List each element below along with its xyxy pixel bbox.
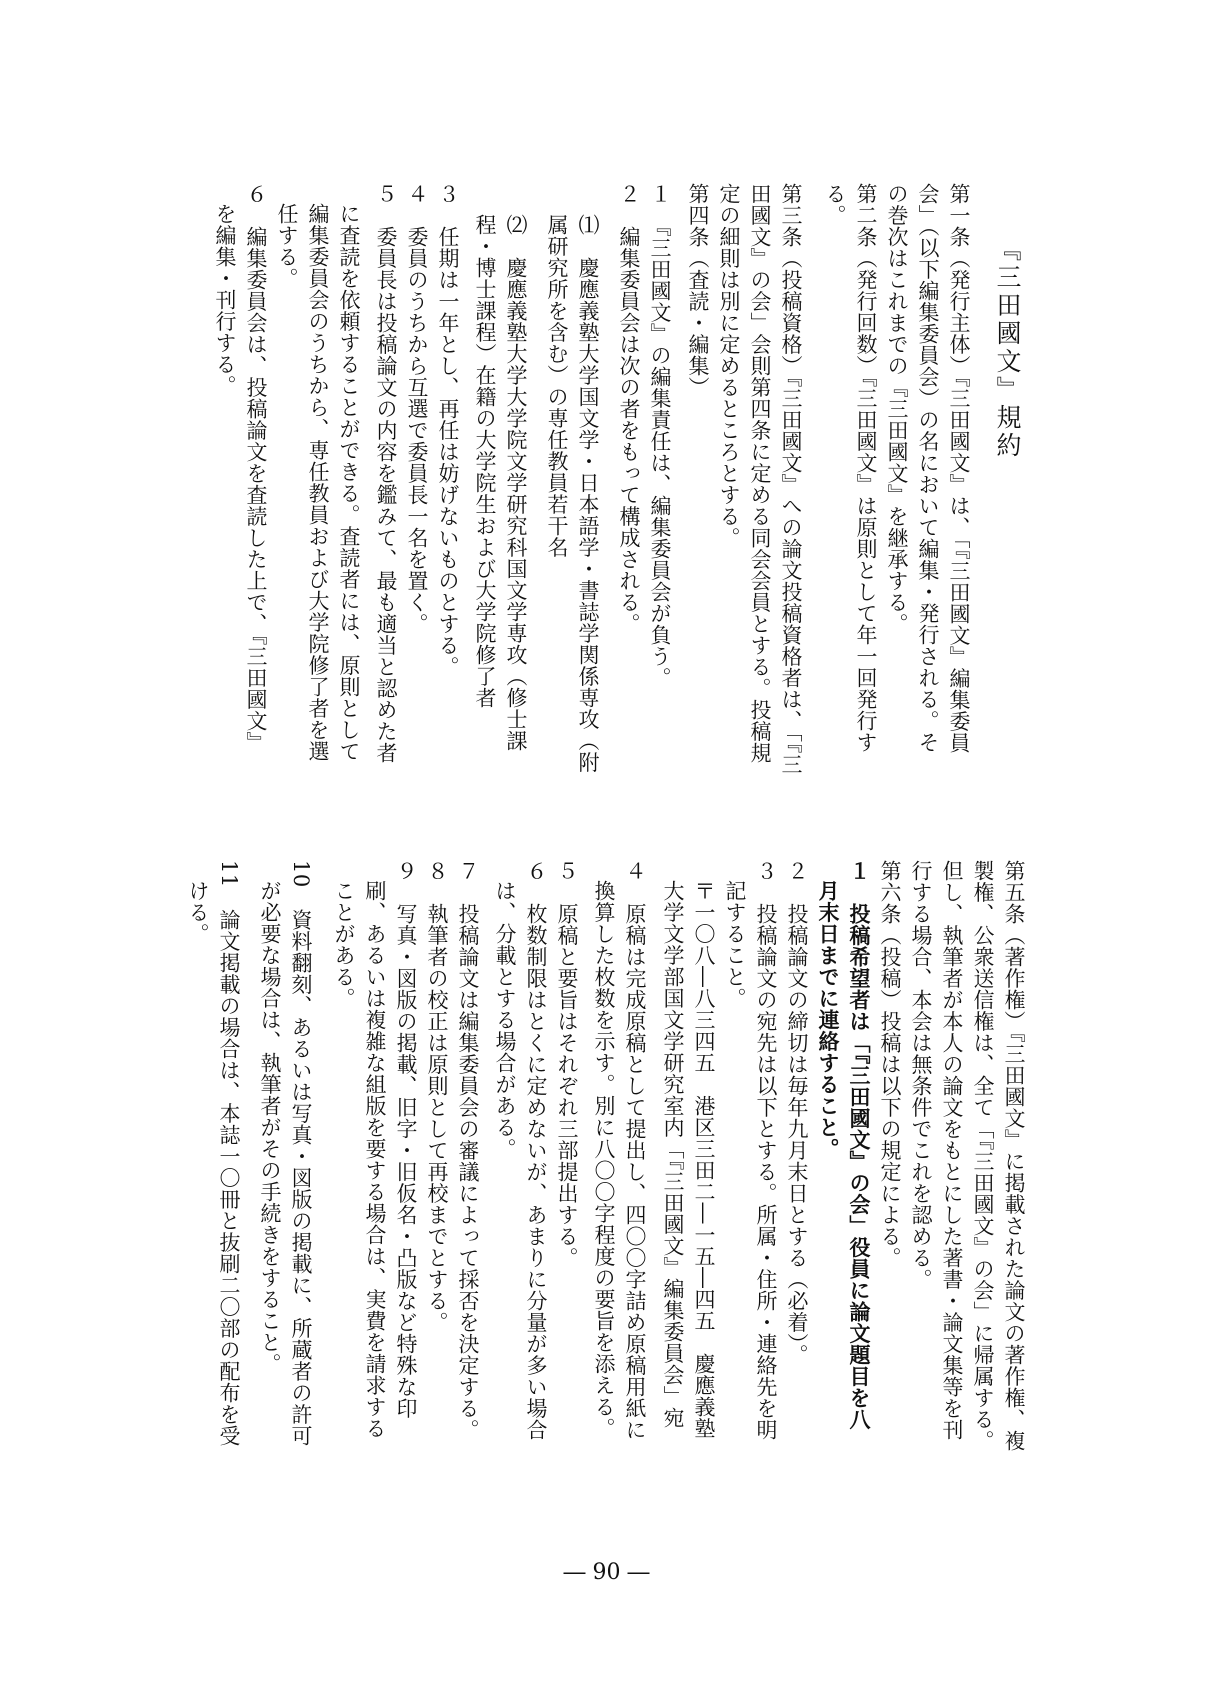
text-line: １ 投稿希望者は「『三田國文』の会」役員に論文題目を八	[847, 860, 871, 1430]
text-line: 定の細則は別に定めるところとする。	[717, 183, 741, 549]
text-line: 第二条（発行回数）『三田國文』は原則として年一回発行す	[854, 183, 878, 753]
document-title: 『三田國文』規約	[993, 236, 1022, 460]
text-line: ８ 執筆者の校正は原則として再校までとする。	[425, 860, 449, 1333]
text-line: ５ 原稿と要旨はそれぞれ三部提出する。	[555, 860, 579, 1269]
text-line: ４ 委員のうちから互選で委員長一名を置く。	[405, 183, 429, 635]
text-line: に査読を依頼することができる。査読者には、原則として	[337, 203, 361, 762]
text-line: 大学文学部国文学研究室内「『三田國文』編集委員会」宛	[661, 880, 685, 1429]
text-line: ３ 任期は一年とし、再任は妨げないものとする。	[436, 183, 460, 678]
page-number: ― 90 ―	[563, 1560, 650, 1585]
text-line: ７ 投稿論文は編集委員会の審議によって採否を決定する。	[456, 860, 480, 1441]
text-line: ２ 投稿論文の締切は毎年九月末日とする（必着）。	[785, 860, 809, 1366]
text-line: ことがある。	[332, 880, 356, 1009]
text-line: 第三条（投稿資格）『三田國文』への論文投稿資格者は、「『三	[779, 183, 803, 775]
text-line: 編集委員会のうちから、専任教員および大学院修了者を選	[306, 203, 330, 762]
text-line: １ 『三田國文』の編集責任は、編集委員会が負う。	[648, 183, 672, 689]
text-line: 属研究所を含む）の専任教員若干名	[545, 214, 569, 558]
text-line: ⑴ 慶應義塾大学国文学・日本語学・書誌学関係専攻（附	[576, 214, 600, 773]
text-line: は、分載とする場合がある。	[493, 880, 517, 1160]
text-line: 会」（以下編集委員会）の名において編集・発行される。そ	[916, 183, 940, 753]
text-line: 製権、公衆送信権は、全て「『三田國文』の会」に帰属する。	[971, 860, 995, 1452]
text-line: 記すること。	[723, 880, 747, 1009]
text-line: 但し、執筆者が本人の論文をもとにした著書・論文集等を刊	[940, 860, 964, 1441]
text-line: 第五条（著作権）『三田國文』に掲載された論文の著作権、複	[1002, 860, 1026, 1452]
text-line: 第四条（査読・編集）	[686, 183, 710, 398]
text-line: 程・博士課程）在籍の大学院生および大学院修了者	[473, 214, 497, 709]
text-line: る。	[823, 183, 847, 226]
text-line: ５ 委員長は投稿論文の内容を鑑みて、最も適当と認めた者	[374, 183, 398, 764]
text-line: 10 資料翻刻、あるいは写真・図版の掲載に、所蔵者の許可	[289, 860, 313, 1447]
text-line: 刷、あるいは複雑な組版を要する場合は、実費を請求する	[363, 880, 387, 1439]
text-line: ６ 枚数制限はとくに定めないが、あまりに分量が多い場合	[524, 860, 548, 1441]
text-line: 田國文』の会」会則第四条に定める同会会員とする。投稿規	[748, 183, 772, 764]
text-line: を編集・刊行する。	[213, 203, 237, 397]
text-line: 第一条（発行主体）『三田國文』は、「『三田國文』編集委員	[947, 183, 971, 754]
text-line: 換算した枚数を示す。別に八〇〇字程度の要旨を添える。	[592, 880, 616, 1439]
text-line: ３ 投稿論文の宛先は以下とする。所属・住所・連絡先を明	[754, 860, 778, 1441]
text-line: 行する場合、本会は無条件でこれを認める。	[909, 860, 933, 1290]
text-line: 11 論文掲載の場合は、本誌一〇冊と抜刷二〇部の配布を受	[217, 860, 241, 1447]
text-line: ６ 編集委員会は、投稿論文を査読した上で、『三田國文』	[244, 183, 268, 753]
text-line: ２ 編集委員会は次の者をもって構成される。	[617, 183, 641, 635]
text-line: 任する。	[275, 203, 299, 289]
text-line: ⑵ 慶應義塾大学大学院文学研究科国文学専攻（修士課	[504, 214, 528, 752]
text-line: 〒一〇八―八三四五 港区三田二―一五―四五 慶應義塾	[692, 880, 716, 1439]
text-line: ける。	[186, 880, 210, 945]
text-line: の巻次はこれまでの『三田國文』を継承する。	[885, 183, 909, 635]
text-line: が必要な場合は、執筆者がその手続きをすること。	[258, 880, 282, 1375]
text-line: ４ 原稿は完成原稿として提出し、四〇〇字詰め原稿用紙に	[623, 860, 647, 1441]
text-line: 第六条（投稿）投稿は以下の規定による。	[878, 860, 902, 1269]
text-line: 月末日までに連絡すること。	[816, 880, 840, 1160]
text-line: ９ 写真・図版の掲載、旧字・旧仮名・凸版など特殊な印	[394, 860, 418, 1419]
